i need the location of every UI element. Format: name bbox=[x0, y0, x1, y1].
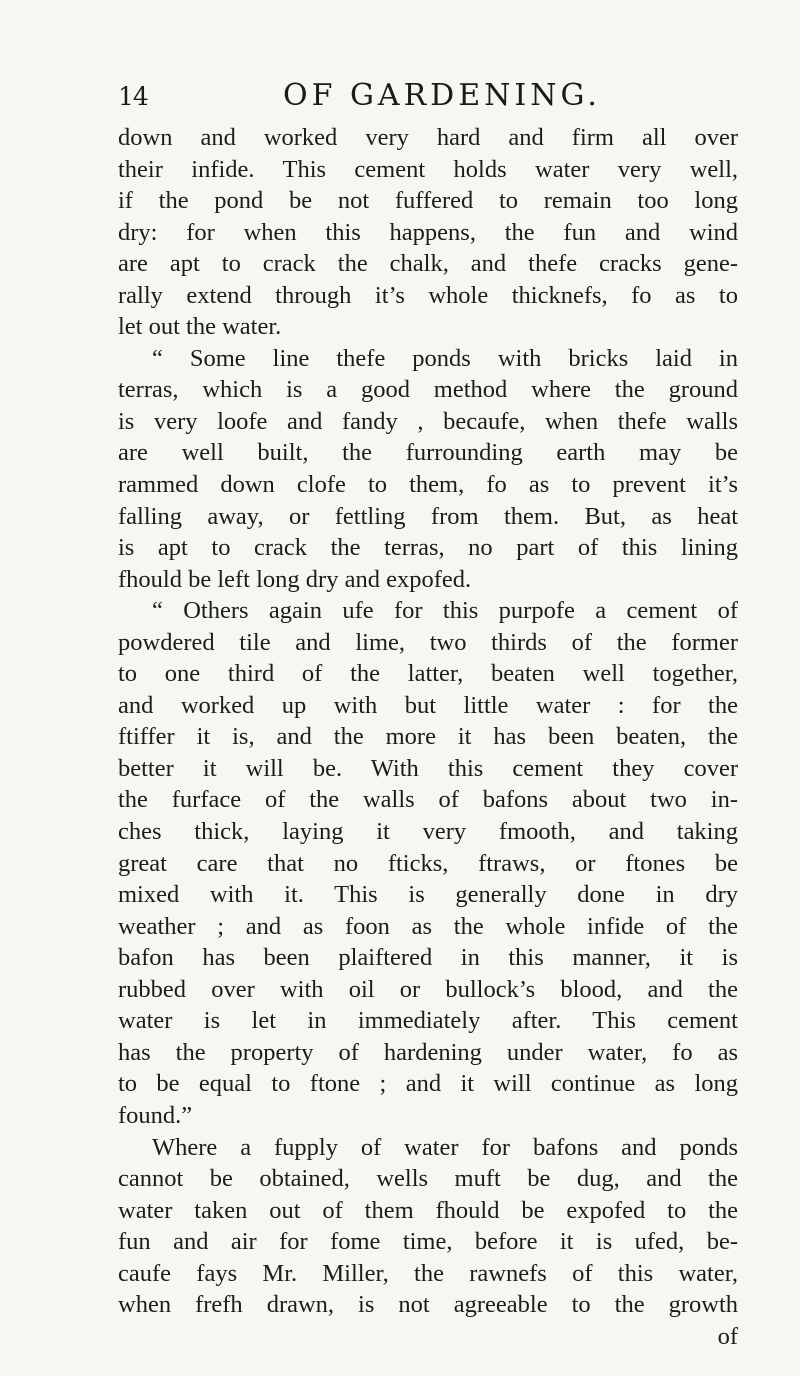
text-line: caufe fays Mr. Miller, the rawnefs of this water, bbox=[118, 1259, 738, 1287]
text-line: the furface of the walls of bafons about two in- bbox=[118, 786, 738, 814]
text-line: is apt to crack the terras, no part of this lining bbox=[118, 534, 738, 562]
page-header bbox=[118, 78, 718, 118]
text-line: when frefh drawn, is not agreeable to the growth bbox=[118, 1291, 738, 1319]
text-line: rally extend through it’s whole thicknefs, fo as to bbox=[118, 281, 738, 309]
text-line: great care that no fticks, ftraws, or ftones be bbox=[118, 849, 738, 877]
text-line: cannot be obtained, wells muft be dug, and the bbox=[118, 1165, 738, 1193]
text-line: ches thick, laying it very fmooth, and taking bbox=[118, 818, 738, 846]
text-line: dry: for when this happens, the fun and wind bbox=[118, 218, 738, 246]
text-line: down and worked very hard and firm all over bbox=[118, 124, 738, 151]
text-line: powdered tile and lime, two thirds of the former bbox=[118, 628, 738, 656]
text-line: their infide. This cement holds water very well, bbox=[118, 155, 738, 183]
text-line: let out the water. bbox=[118, 313, 282, 341]
text-line: water is let in immediately after. This cement bbox=[118, 1007, 738, 1035]
text-line: rubbed over with oil or bullock’s blood, and the bbox=[118, 975, 738, 1003]
text-line: terras, which is a good method where the ground bbox=[118, 376, 738, 404]
text-line: to one third of the latter, beaten well together, bbox=[118, 660, 738, 688]
text-line: better it will be. With this cement they cover bbox=[118, 754, 738, 782]
text-line: if the pond be not fuffered to remain too long bbox=[118, 187, 738, 215]
page-number: 14 bbox=[118, 82, 148, 111]
text-line: has the property of hardening under water, fo as bbox=[118, 1038, 738, 1066]
text-line: are well built, the furrounding earth may be bbox=[118, 439, 738, 467]
text-line: rammed down clofe to them, fo as to prevent it’s bbox=[118, 471, 738, 499]
text-line: “ Others again ufe for this purpofe a cement of bbox=[152, 597, 738, 625]
text-line: weather ; and as foon as the whole infide of the bbox=[118, 912, 738, 940]
text-line: found.” bbox=[118, 1101, 193, 1129]
text-line: Where a fupply of water for bafons and ponds bbox=[152, 1133, 738, 1161]
body-text bbox=[118, 122, 738, 1352]
text-line: ftiffer it is, and the more it has been beaten, the bbox=[118, 723, 738, 751]
text-line: “ Some line thefe ponds with bricks laid in bbox=[152, 344, 738, 372]
text-line: and worked up with but little water : for the bbox=[118, 691, 738, 719]
running-head: OF GARDENING. bbox=[283, 78, 601, 113]
text-line: are apt to crack the chalk, and thefe cracks gene- bbox=[118, 250, 738, 278]
catchword: of bbox=[717, 1322, 738, 1350]
text-line: falling away, or fettling from them. But, as heat bbox=[118, 502, 738, 530]
text-line: mixed with it. This is generally done in dry bbox=[118, 881, 738, 909]
text-line: water taken out of them fhould be expofed to the bbox=[118, 1196, 738, 1224]
text-line: to be equal to ftone ; and it will continue as long bbox=[118, 1070, 738, 1098]
text-line: is very loofe and fandy , becaufe, when thefe walls bbox=[118, 407, 738, 435]
text-line: fun and air for fome time, before it is ufed, be- bbox=[118, 1228, 738, 1256]
text-line: bafon has been plaiftered in this manner, it is bbox=[118, 944, 738, 972]
text-line: fhould be left long dry and expofed. bbox=[118, 565, 472, 593]
